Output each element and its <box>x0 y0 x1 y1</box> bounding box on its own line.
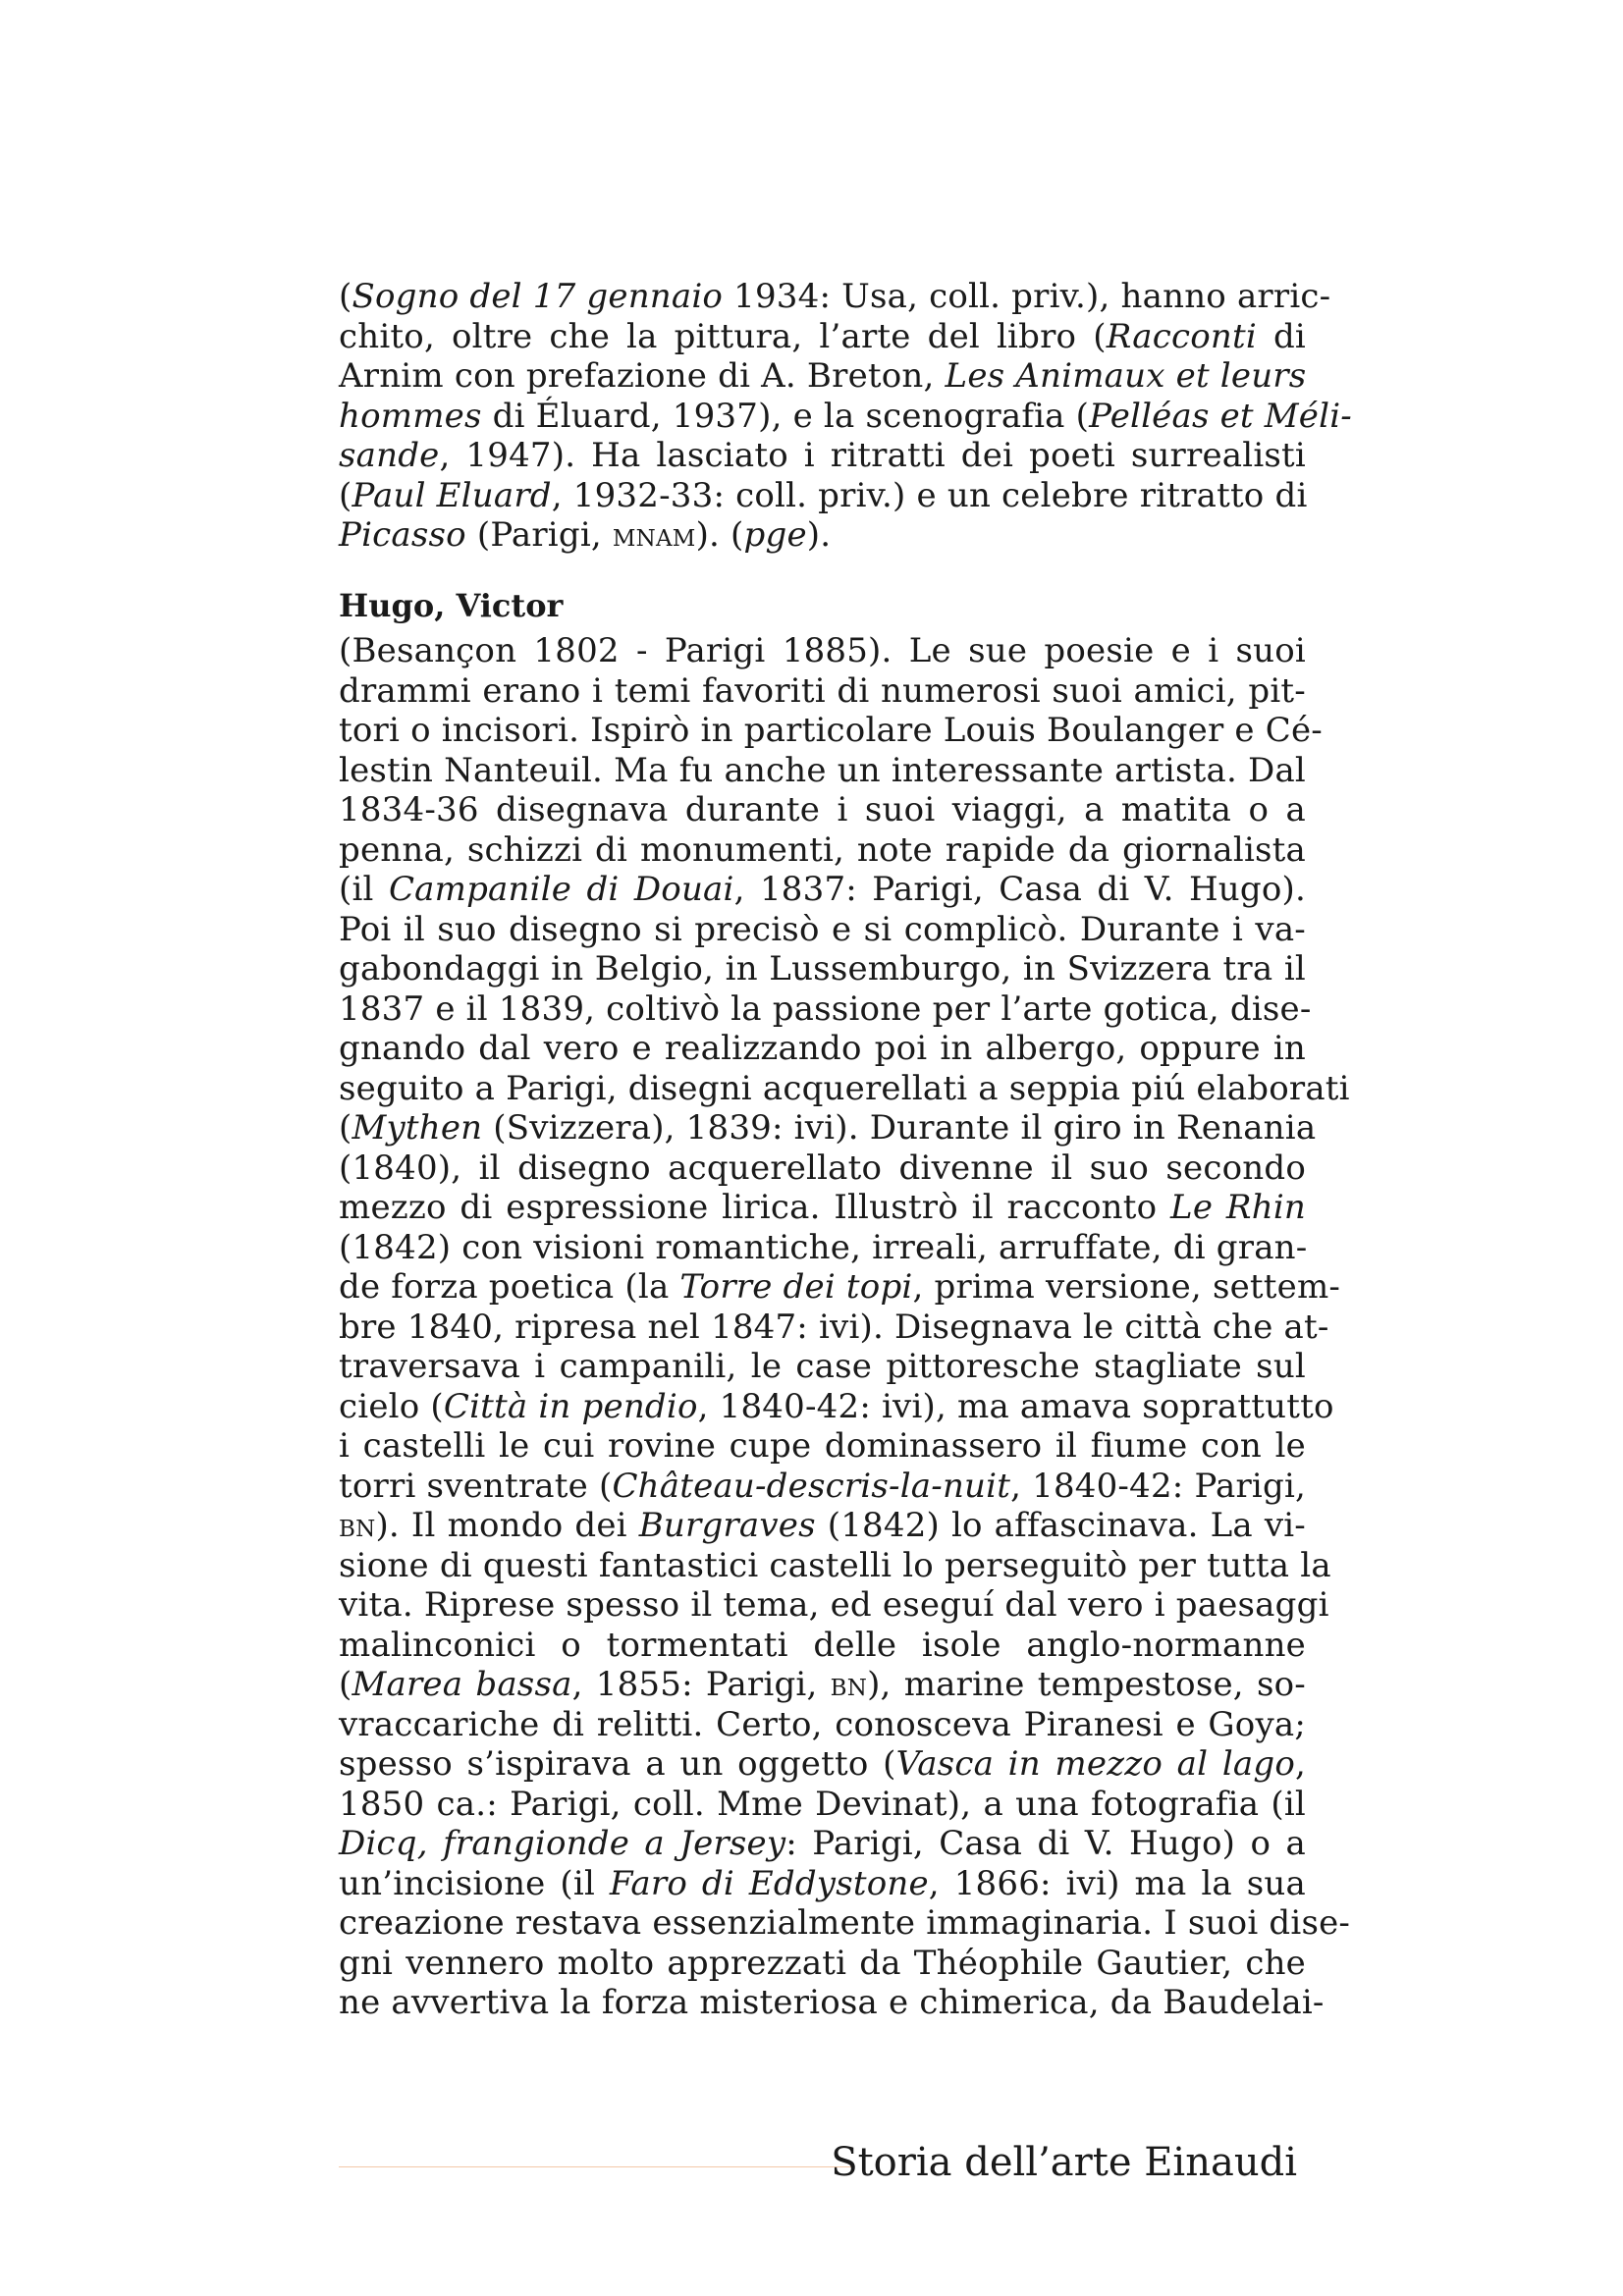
previous-entry-continuation <box>339 277 1352 556</box>
italic-title: Picasso <box>339 515 466 555</box>
text-run: un’incisione (il <box>339 1863 610 1903</box>
text-run: ). Il mondo dei <box>375 1506 639 1545</box>
text-run: , 1837: Parigi, Casa di V. Hugo). <box>733 870 1306 909</box>
italic-title: Campanile di Douai <box>388 870 734 909</box>
entry-body-line <box>339 671 1306 712</box>
entry-body-line <box>339 1347 1306 1387</box>
text-run: , 1855: Parigi, <box>571 1665 831 1704</box>
text-run: di Éluard, 1937), e la scenografia ( <box>481 396 1090 436</box>
italic-title: Pelléas et Méli- <box>1089 396 1352 436</box>
text-run: drammi erano i temi favoriti di numerosi suoi amici, pit- <box>339 670 1306 711</box>
text-run: mezzo di espressione lirica. Illustrò il racconto <box>339 1188 1171 1227</box>
text-run: Arnim con prefazione di A. Breton, <box>339 356 946 396</box>
text-run: , 1840-42: ivi), ma amava soprattutto <box>697 1386 1334 1426</box>
entry-heading: Hugo, Victor <box>339 587 564 624</box>
italic-title: Château-descris-la-nuit <box>612 1466 1011 1506</box>
text-run: (1840), il disegno acquerellato divenne il suo secondo <box>339 1148 1306 1188</box>
previous-entry-line <box>339 317 1306 357</box>
text-run: 1850 ca.: Parigi, coll. Mme Devinat), a una fotografia (il <box>339 1784 1306 1824</box>
text-run: Poi il suo disegno si precisò e si complicò. Durante i va- <box>339 909 1306 949</box>
entry-body-line <box>339 1467 1306 1507</box>
text-run: : Parigi, Casa di V. Hugo) o a <box>785 1824 1307 1863</box>
footer-publication-title: Storia dell’arte Einaudi <box>831 2140 1297 2185</box>
entry-body-line <box>339 988 1312 1030</box>
footer-rule <box>339 2166 854 2167</box>
italic-title: Sogno del 17 gennaio <box>352 277 724 316</box>
entry-body-line <box>339 1705 1306 1745</box>
entry-body-line <box>339 711 1323 751</box>
italic-title: Racconti <box>1106 316 1257 356</box>
entry-body-line <box>339 1665 1306 1705</box>
italic-title: Marea bassa <box>352 1665 572 1704</box>
text-run: seguito a Parigi, disegni acquerellati a seppia piú elaborati <box>339 1068 1350 1108</box>
text-run: i castelli le cui rovine cupe dominassero il fiume con le <box>339 1426 1306 1466</box>
italic-title: pge <box>743 515 807 555</box>
text-run: ( <box>339 1665 352 1704</box>
text-run: , <box>1295 1744 1307 1784</box>
entry-body-line <box>339 1267 1341 1308</box>
text-run: (1842) con visioni romantiche, irreali, arruffate, di gran- <box>339 1227 1308 1267</box>
entry-body-line <box>339 1108 1317 1148</box>
text-run: ne avvertiva la forza misteriosa e chimerica, da Baudelai- <box>339 1983 1325 2022</box>
text-run: 1837 e il 1839, coltivò la passione per l’arte gotica, dise- <box>339 988 1312 1029</box>
entry-body-line <box>339 790 1306 830</box>
previous-entry-line <box>339 476 1306 516</box>
italic-title: Mythen <box>352 1108 483 1148</box>
entry-body <box>339 631 1351 2023</box>
text-run: ( <box>339 1108 352 1148</box>
text-run: , prima versione, settem- <box>912 1267 1341 1307</box>
text-run: ( <box>339 277 352 316</box>
text-run: (1842) lo affascinava. La vi- <box>815 1506 1306 1545</box>
text-run: (Parigi, <box>465 515 613 555</box>
text-run: spesso s’ispirava a un oggetto ( <box>339 1744 896 1784</box>
entry-body-line <box>339 1506 1306 1546</box>
entry-body-line <box>339 1426 1306 1467</box>
text-run: torri sventrate ( <box>339 1466 613 1506</box>
entry-body-line <box>339 1545 1331 1586</box>
small-caps-abbrev: bn <box>339 1507 376 1544</box>
text-run: gabondaggi in Belgio, in Lussemburgo, in Svizzera tra il <box>339 949 1306 988</box>
entry-body-line <box>339 1585 1329 1626</box>
entry-body-line <box>339 1228 1306 1268</box>
italic-title: Vasca in mezzo al lago <box>895 1744 1295 1784</box>
text-run: ). ( <box>695 515 744 555</box>
entry-body-line <box>339 1307 1329 1348</box>
italic-title: Dicq, frangionde a Jersey <box>339 1824 786 1863</box>
italic-title: Città in pendio <box>443 1386 698 1426</box>
text-run: , 1866: ivi) ma la sua <box>928 1863 1306 1903</box>
text-run: vita. Riprese spesso il tema, ed eseguí dal vero i paesaggi <box>339 1585 1329 1625</box>
entry-body-line <box>339 631 1306 671</box>
italic-title: hommes <box>339 396 482 436</box>
text-run: 1934: Usa, coll. priv.), hanno arric- <box>723 277 1331 316</box>
text-run: tori o incisori. Ispirò in particolare Louis Boulanger e Cé- <box>339 711 1323 750</box>
previous-entry-line <box>339 356 1306 397</box>
text-run: penna, schizzi di monumenti, note rapide da giornalista <box>339 829 1306 870</box>
text-run: (Besançon 1802 - Parigi 1885). Le sue poesie e i suoi <box>339 631 1306 670</box>
entry-body-line <box>339 830 1306 871</box>
italic-title: Les Animaux et leurs <box>945 356 1307 396</box>
text-run: lestin Nanteuil. Ma fu anche un interessante artista. Dal <box>339 750 1306 790</box>
entry-body-line <box>339 1864 1306 1904</box>
text-run: creazione restava essenzialmente immaginaria. I suoi dise- <box>339 1903 1351 1943</box>
italic-title: sande <box>339 436 440 475</box>
small-caps-abbrev: mnam <box>612 516 696 554</box>
entry-body-line <box>339 870 1306 910</box>
text-run: ( <box>339 475 352 515</box>
text-run: cielo ( <box>339 1386 444 1426</box>
text-run: vraccariche di relitti. Certo, conosceva Piranesi e Goya; <box>339 1704 1306 1744</box>
italic-title: Le Rhin <box>1170 1188 1306 1227</box>
entry-body-line <box>339 1626 1306 1666</box>
text-run: (il <box>339 870 389 909</box>
text-run: di <box>1256 316 1306 356</box>
text-run: sione di questi fantastici castelli lo perseguitò per tutta la <box>339 1545 1331 1585</box>
text-run: ). <box>806 515 832 555</box>
text-run: traversava i campanili, le case pittoresche stagliate sul <box>339 1347 1306 1386</box>
entry-body-line <box>339 1068 1350 1109</box>
text-run: 1834-36 disegnava durante i suoi viaggi, a matita o a <box>339 790 1306 829</box>
previous-entry-line <box>339 277 1331 317</box>
previous-entry-line <box>339 515 1306 556</box>
text-run: , 1947). Ha lasciato i ritratti dei poeti surrealisti <box>439 436 1306 475</box>
text-run: chito, oltre che la pittura, l’arte del libro ( <box>339 316 1107 356</box>
text-run: (Svizzera), 1839: ivi). Durante il giro in Renania <box>482 1108 1317 1148</box>
small-caps-abbrev: bn <box>830 1666 868 1703</box>
text-run: , 1840-42: Parigi, <box>1010 1466 1307 1506</box>
text-run: malinconici o tormentati delle isole anglo-normanne <box>339 1625 1306 1665</box>
entry-body-line <box>339 1785 1306 1825</box>
previous-entry-line <box>339 396 1352 437</box>
text-run: de forza poetica (la <box>339 1267 680 1307</box>
entry-body-line <box>339 910 1306 950</box>
text-run: gni vennero molto apprezzati da Théophile Gautier, che <box>339 1943 1306 1983</box>
entry-body-line <box>339 1148 1306 1189</box>
italic-title: Paul Eluard <box>352 475 552 515</box>
italic-title: Burgraves <box>638 1506 816 1545</box>
text-run: gnando dal vero e realizzando poi in albergo, oppure in <box>339 1029 1306 1068</box>
previous-entry-line <box>339 436 1306 476</box>
text-run: ), marine tempestose, so- <box>867 1665 1306 1704</box>
entry-body-line <box>339 1944 1306 1984</box>
entry-body-line <box>339 1188 1306 1228</box>
entry-body-line <box>339 1744 1306 1785</box>
entry-body-line <box>339 1824 1306 1864</box>
italic-title: Faro di Eddystone <box>609 1863 929 1903</box>
entry-body-line <box>339 1386 1334 1427</box>
entry-body-line <box>339 751 1306 791</box>
text-run: , 1932-33: coll. priv.) e un celebre ritratto di <box>551 475 1308 515</box>
entry-body-line <box>339 1029 1306 1069</box>
entry-body-line <box>339 949 1306 989</box>
entry-body-line <box>339 1983 1325 2023</box>
entry-body-line <box>339 1903 1351 1944</box>
text-run: bre 1840, ripresa nel 1847: ivi). Disegnava le città che at- <box>339 1307 1329 1347</box>
italic-title: Torre dei topi <box>679 1267 913 1307</box>
